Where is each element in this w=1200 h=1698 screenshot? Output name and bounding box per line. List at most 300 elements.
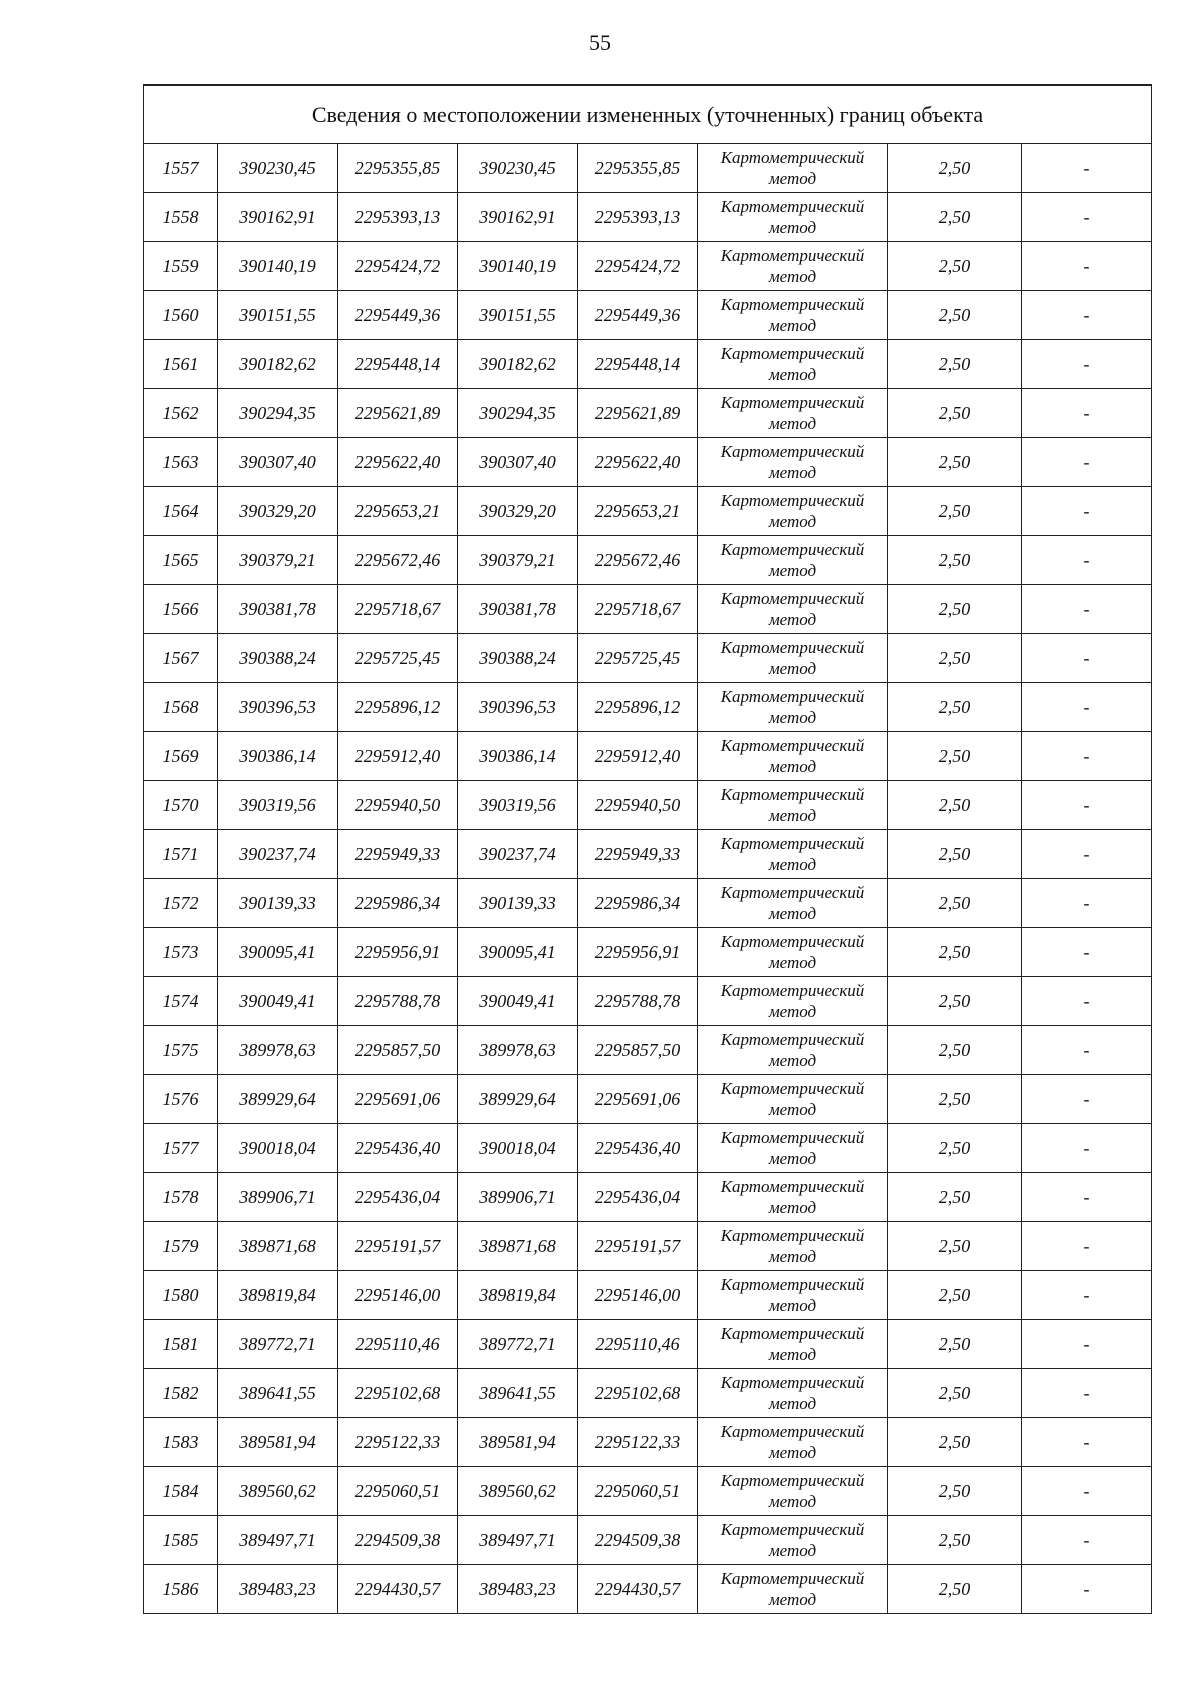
- method-line-2: метод: [768, 218, 817, 237]
- note-cell: -: [1022, 1565, 1152, 1614]
- point-number-cell: 1576: [144, 1075, 218, 1124]
- method-line-1: Картометрический: [720, 834, 865, 853]
- note-cell: -: [1022, 536, 1152, 585]
- note-cell: -: [1022, 732, 1152, 781]
- point-number-cell: 1561: [144, 340, 218, 389]
- method-cell: [698, 1173, 888, 1222]
- method-cell: [698, 1271, 888, 1320]
- accuracy-cell: 2,50: [888, 1320, 1022, 1369]
- point-number-cell: 1569: [144, 732, 218, 781]
- accuracy-cell: 2,50: [888, 977, 1022, 1026]
- method-line-2: метод: [768, 855, 817, 874]
- point-number-cell: 1573: [144, 928, 218, 977]
- method-cell: [698, 1565, 888, 1614]
- table-title: Сведения о местоположении измененных (уточненных) границ объекта: [144, 85, 1152, 144]
- y-new-cell: 2295718,67: [578, 585, 698, 634]
- accuracy-cell: 2,50: [888, 1075, 1022, 1124]
- note-cell: -: [1022, 1369, 1152, 1418]
- note-cell: -: [1022, 291, 1152, 340]
- y-old-cell: 2295896,12: [338, 683, 458, 732]
- x-new-cell: 390230,45: [458, 144, 578, 193]
- table-row: [144, 634, 1152, 683]
- boundary-coordinates-table: [143, 84, 1152, 1614]
- table-row: [144, 585, 1152, 634]
- x-old-cell: 390151,55: [218, 291, 338, 340]
- y-new-cell: 2295122,33: [578, 1418, 698, 1467]
- note-cell: -: [1022, 830, 1152, 879]
- y-new-cell: 2295949,33: [578, 830, 698, 879]
- y-new-cell: 2295448,14: [578, 340, 698, 389]
- x-new-cell: 390018,04: [458, 1124, 578, 1173]
- note-cell: -: [1022, 1124, 1152, 1173]
- accuracy-cell: 2,50: [888, 536, 1022, 585]
- point-number-cell: 1559: [144, 242, 218, 291]
- method-line-2: метод: [768, 169, 817, 188]
- note-cell: -: [1022, 928, 1152, 977]
- method-line-2: метод: [768, 1345, 817, 1364]
- x-new-cell: 389772,71: [458, 1320, 578, 1369]
- y-old-cell: 2295621,89: [338, 389, 458, 438]
- point-number-cell: 1572: [144, 879, 218, 928]
- accuracy-cell: 2,50: [888, 389, 1022, 438]
- accuracy-cell: 2,50: [888, 1418, 1022, 1467]
- note-cell: -: [1022, 977, 1152, 1026]
- method-line-1: Картометрический: [720, 1569, 865, 1588]
- point-number-cell: 1581: [144, 1320, 218, 1369]
- accuracy-cell: 2,50: [888, 732, 1022, 781]
- method-cell: [698, 144, 888, 193]
- point-number-cell: 1567: [144, 634, 218, 683]
- x-new-cell: 390396,53: [458, 683, 578, 732]
- method-line-2: метод: [768, 610, 817, 629]
- note-cell: -: [1022, 144, 1152, 193]
- method-line-1: Картометрический: [720, 1520, 865, 1539]
- y-old-cell: 2295956,91: [338, 928, 458, 977]
- y-old-cell: 2295355,85: [338, 144, 458, 193]
- method-cell: [698, 928, 888, 977]
- method-line-2: метод: [768, 1149, 817, 1168]
- method-line-1: Картометрический: [720, 1079, 865, 1098]
- x-new-cell: 390319,56: [458, 781, 578, 830]
- table-row: [144, 144, 1152, 193]
- y-new-cell: 2295956,91: [578, 928, 698, 977]
- y-new-cell: 2295436,40: [578, 1124, 698, 1173]
- table-row: [144, 879, 1152, 928]
- table-row: [144, 536, 1152, 585]
- note-cell: -: [1022, 1320, 1152, 1369]
- method-line-2: метод: [768, 1394, 817, 1413]
- x-new-cell: 389978,63: [458, 1026, 578, 1075]
- point-number-cell: 1578: [144, 1173, 218, 1222]
- point-number-cell: 1564: [144, 487, 218, 536]
- x-new-cell: 390386,14: [458, 732, 578, 781]
- x-new-cell: 390049,41: [458, 977, 578, 1026]
- x-old-cell: 390182,62: [218, 340, 338, 389]
- point-number-cell: 1579: [144, 1222, 218, 1271]
- note-cell: -: [1022, 683, 1152, 732]
- accuracy-cell: 2,50: [888, 1369, 1022, 1418]
- method-line-2: метод: [768, 757, 817, 776]
- method-line-2: метод: [768, 463, 817, 482]
- y-old-cell: 2295857,50: [338, 1026, 458, 1075]
- x-new-cell: 389560,62: [458, 1467, 578, 1516]
- method-line-1: Картометрический: [720, 393, 865, 412]
- method-line-1: Картометрический: [720, 540, 865, 559]
- note-cell: -: [1022, 389, 1152, 438]
- method-line-1: Картометрический: [720, 1128, 865, 1147]
- method-cell: [698, 389, 888, 438]
- accuracy-cell: 2,50: [888, 1026, 1022, 1075]
- table-row: [144, 340, 1152, 389]
- note-cell: -: [1022, 193, 1152, 242]
- x-new-cell: 389641,55: [458, 1369, 578, 1418]
- x-new-cell: 390294,35: [458, 389, 578, 438]
- method-cell: [698, 536, 888, 585]
- y-old-cell: 2295986,34: [338, 879, 458, 928]
- method-line-2: метод: [768, 365, 817, 384]
- accuracy-cell: 2,50: [888, 144, 1022, 193]
- y-old-cell: 2295436,04: [338, 1173, 458, 1222]
- method-line-1: Картометрический: [720, 883, 865, 902]
- table-row: [144, 1516, 1152, 1565]
- y-new-cell: 2295940,50: [578, 781, 698, 830]
- table-row: [144, 1026, 1152, 1075]
- y-new-cell: 2294430,57: [578, 1565, 698, 1614]
- method-cell: [698, 1026, 888, 1075]
- x-new-cell: 390182,62: [458, 340, 578, 389]
- accuracy-cell: 2,50: [888, 1222, 1022, 1271]
- accuracy-cell: 2,50: [888, 193, 1022, 242]
- note-cell: -: [1022, 1271, 1152, 1320]
- table-row: [144, 1271, 1152, 1320]
- y-new-cell: 2295896,12: [578, 683, 698, 732]
- y-new-cell: 2295060,51: [578, 1467, 698, 1516]
- table-row: [144, 1418, 1152, 1467]
- x-old-cell: 389641,55: [218, 1369, 338, 1418]
- table-row: [144, 977, 1152, 1026]
- method-line-1: Картометрический: [720, 344, 865, 363]
- x-old-cell: 390018,04: [218, 1124, 338, 1173]
- note-cell: -: [1022, 634, 1152, 683]
- x-old-cell: 389819,84: [218, 1271, 338, 1320]
- method-line-2: метод: [768, 1002, 817, 1021]
- method-line-2: метод: [768, 1492, 817, 1511]
- x-new-cell: 390162,91: [458, 193, 578, 242]
- accuracy-cell: 2,50: [888, 1173, 1022, 1222]
- method-line-1: Картометрический: [720, 1422, 865, 1441]
- y-new-cell: 2295102,68: [578, 1369, 698, 1418]
- method-line-1: Картометрический: [720, 1275, 865, 1294]
- method-line-1: Картометрический: [720, 491, 865, 510]
- y-new-cell: 2295788,78: [578, 977, 698, 1026]
- point-number-cell: 1568: [144, 683, 218, 732]
- method-line-1: Картометрический: [720, 1030, 865, 1049]
- note-cell: -: [1022, 438, 1152, 487]
- x-new-cell: 390237,74: [458, 830, 578, 879]
- table-body: [144, 85, 1152, 1614]
- y-new-cell: 2295355,85: [578, 144, 698, 193]
- method-cell: [698, 1124, 888, 1173]
- page-number: 55: [589, 30, 611, 55]
- method-line-2: метод: [768, 1541, 817, 1560]
- method-line-2: метод: [768, 1247, 817, 1266]
- accuracy-cell: 2,50: [888, 585, 1022, 634]
- x-old-cell: 390049,41: [218, 977, 338, 1026]
- y-old-cell: 2295725,45: [338, 634, 458, 683]
- table-row: [144, 389, 1152, 438]
- accuracy-cell: 2,50: [888, 1124, 1022, 1173]
- x-new-cell: 389906,71: [458, 1173, 578, 1222]
- method-cell: [698, 732, 888, 781]
- accuracy-cell: 2,50: [888, 683, 1022, 732]
- method-line-2: метод: [768, 512, 817, 531]
- table-row: [144, 1467, 1152, 1516]
- y-old-cell: 2295122,33: [338, 1418, 458, 1467]
- note-cell: -: [1022, 340, 1152, 389]
- method-cell: [698, 781, 888, 830]
- note-cell: -: [1022, 781, 1152, 830]
- y-new-cell: 2295146,00: [578, 1271, 698, 1320]
- point-number-cell: 1585: [144, 1516, 218, 1565]
- method-line-1: Картометрический: [720, 295, 865, 314]
- accuracy-cell: 2,50: [888, 928, 1022, 977]
- method-cell: [698, 879, 888, 928]
- note-cell: -: [1022, 879, 1152, 928]
- y-old-cell: 2294430,57: [338, 1565, 458, 1614]
- method-cell: [698, 977, 888, 1026]
- x-old-cell: 390162,91: [218, 193, 338, 242]
- y-new-cell: 2295191,57: [578, 1222, 698, 1271]
- x-old-cell: 390294,35: [218, 389, 338, 438]
- y-old-cell: 2295146,00: [338, 1271, 458, 1320]
- x-new-cell: 390379,21: [458, 536, 578, 585]
- accuracy-cell: 2,50: [888, 1467, 1022, 1516]
- x-old-cell: 390237,74: [218, 830, 338, 879]
- table-row: [144, 1173, 1152, 1222]
- method-line-2: метод: [768, 1443, 817, 1462]
- accuracy-cell: 2,50: [888, 438, 1022, 487]
- x-old-cell: 389929,64: [218, 1075, 338, 1124]
- point-number-cell: 1565: [144, 536, 218, 585]
- y-new-cell: 2295672,46: [578, 536, 698, 585]
- method-cell: [698, 830, 888, 879]
- x-new-cell: 389819,84: [458, 1271, 578, 1320]
- method-line-1: Картометрический: [720, 1471, 865, 1490]
- x-old-cell: 390307,40: [218, 438, 338, 487]
- y-new-cell: 2294509,38: [578, 1516, 698, 1565]
- note-cell: -: [1022, 1222, 1152, 1271]
- table-row: [144, 1565, 1152, 1614]
- accuracy-cell: 2,50: [888, 1516, 1022, 1565]
- point-number-cell: 1574: [144, 977, 218, 1026]
- table-row: [144, 928, 1152, 977]
- x-old-cell: 390140,19: [218, 242, 338, 291]
- method-cell: [698, 1418, 888, 1467]
- method-line-1: Картометрический: [720, 246, 865, 265]
- x-new-cell: 390151,55: [458, 291, 578, 340]
- accuracy-cell: 2,50: [888, 781, 1022, 830]
- x-new-cell: 389581,94: [458, 1418, 578, 1467]
- point-number-cell: 1566: [144, 585, 218, 634]
- method-line-1: Картометрический: [720, 1324, 865, 1343]
- table-row: [144, 438, 1152, 487]
- method-line-2: метод: [768, 659, 817, 678]
- x-old-cell: 390230,45: [218, 144, 338, 193]
- method-cell: [698, 634, 888, 683]
- method-line-2: метод: [768, 1198, 817, 1217]
- table-row: [144, 1075, 1152, 1124]
- note-cell: -: [1022, 487, 1152, 536]
- x-old-cell: 390388,24: [218, 634, 338, 683]
- point-number-cell: 1584: [144, 1467, 218, 1516]
- note-cell: -: [1022, 1026, 1152, 1075]
- y-new-cell: 2295912,40: [578, 732, 698, 781]
- method-line-1: Картометрический: [720, 589, 865, 608]
- x-new-cell: 390307,40: [458, 438, 578, 487]
- x-old-cell: 390329,20: [218, 487, 338, 536]
- y-old-cell: 2295672,46: [338, 536, 458, 585]
- method-cell: [698, 193, 888, 242]
- method-line-1: Картометрический: [720, 148, 865, 167]
- y-new-cell: 2295857,50: [578, 1026, 698, 1075]
- table-row: [144, 683, 1152, 732]
- point-number-cell: 1563: [144, 438, 218, 487]
- accuracy-cell: 2,50: [888, 879, 1022, 928]
- point-number-cell: 1557: [144, 144, 218, 193]
- table-row: [144, 1320, 1152, 1369]
- method-line-2: метод: [768, 1051, 817, 1070]
- y-old-cell: 2295191,57: [338, 1222, 458, 1271]
- accuracy-cell: 2,50: [888, 1271, 1022, 1320]
- x-new-cell: 389929,64: [458, 1075, 578, 1124]
- method-line-2: метод: [768, 953, 817, 972]
- x-old-cell: 390381,78: [218, 585, 338, 634]
- x-new-cell: 390329,20: [458, 487, 578, 536]
- note-cell: -: [1022, 1173, 1152, 1222]
- table-row: [144, 1124, 1152, 1173]
- table-row: [144, 242, 1152, 291]
- note-cell: -: [1022, 1467, 1152, 1516]
- x-old-cell: 390396,53: [218, 683, 338, 732]
- method-cell: [698, 340, 888, 389]
- table-row: [144, 291, 1152, 340]
- table-row: [144, 781, 1152, 830]
- method-line-2: метод: [768, 806, 817, 825]
- method-line-2: метод: [768, 267, 817, 286]
- x-old-cell: 390379,21: [218, 536, 338, 585]
- note-cell: -: [1022, 1516, 1152, 1565]
- y-old-cell: 2295102,68: [338, 1369, 458, 1418]
- point-number-cell: 1583: [144, 1418, 218, 1467]
- accuracy-cell: 2,50: [888, 634, 1022, 683]
- method-line-2: метод: [768, 414, 817, 433]
- x-old-cell: 389581,94: [218, 1418, 338, 1467]
- method-line-2: метод: [768, 316, 817, 335]
- y-new-cell: 2295725,45: [578, 634, 698, 683]
- method-cell: [698, 438, 888, 487]
- table-row: [144, 193, 1152, 242]
- x-old-cell: 390095,41: [218, 928, 338, 977]
- y-new-cell: 2295622,40: [578, 438, 698, 487]
- note-cell: -: [1022, 1075, 1152, 1124]
- method-line-1: Картометрический: [720, 1226, 865, 1245]
- note-cell: -: [1022, 585, 1152, 634]
- method-line-2: метод: [768, 904, 817, 923]
- x-new-cell: 390381,78: [458, 585, 578, 634]
- method-cell: [698, 487, 888, 536]
- accuracy-cell: 2,50: [888, 291, 1022, 340]
- y-old-cell: 2295449,36: [338, 291, 458, 340]
- y-new-cell: 2295691,06: [578, 1075, 698, 1124]
- method-cell: [698, 585, 888, 634]
- method-cell: [698, 1320, 888, 1369]
- table-row: [144, 1369, 1152, 1418]
- x-new-cell: 389871,68: [458, 1222, 578, 1271]
- accuracy-cell: 2,50: [888, 1565, 1022, 1614]
- x-old-cell: 389871,68: [218, 1222, 338, 1271]
- y-old-cell: 2295949,33: [338, 830, 458, 879]
- y-old-cell: 2295424,72: [338, 242, 458, 291]
- x-old-cell: 390319,56: [218, 781, 338, 830]
- method-line-1: Картометрический: [720, 442, 865, 461]
- method-cell: [698, 1369, 888, 1418]
- method-cell: [698, 1516, 888, 1565]
- x-old-cell: 389772,71: [218, 1320, 338, 1369]
- y-old-cell: 2295653,21: [338, 487, 458, 536]
- y-new-cell: 2295393,13: [578, 193, 698, 242]
- method-line-1: Картометрический: [720, 687, 865, 706]
- x-old-cell: 389978,63: [218, 1026, 338, 1075]
- x-new-cell: 390095,41: [458, 928, 578, 977]
- method-line-1: Картометрический: [720, 736, 865, 755]
- accuracy-cell: 2,50: [888, 242, 1022, 291]
- method-line-2: метод: [768, 1100, 817, 1119]
- y-old-cell: 2295393,13: [338, 193, 458, 242]
- y-old-cell: 2295940,50: [338, 781, 458, 830]
- x-old-cell: 389497,71: [218, 1516, 338, 1565]
- table-row: [144, 1222, 1152, 1271]
- method-line-2: метод: [768, 1296, 817, 1315]
- point-number-cell: 1582: [144, 1369, 218, 1418]
- method-cell: [698, 1075, 888, 1124]
- point-number-cell: 1575: [144, 1026, 218, 1075]
- x-old-cell: 389483,23: [218, 1565, 338, 1614]
- point-number-cell: 1586: [144, 1565, 218, 1614]
- point-number-cell: 1571: [144, 830, 218, 879]
- x-old-cell: 389906,71: [218, 1173, 338, 1222]
- table-row: [144, 487, 1152, 536]
- x-new-cell: 390139,33: [458, 879, 578, 928]
- point-number-cell: 1580: [144, 1271, 218, 1320]
- y-new-cell: 2295436,04: [578, 1173, 698, 1222]
- y-old-cell: 2295718,67: [338, 585, 458, 634]
- point-number-cell: 1577: [144, 1124, 218, 1173]
- point-number-cell: 1562: [144, 389, 218, 438]
- y-old-cell: 2295448,14: [338, 340, 458, 389]
- y-new-cell: 2295653,21: [578, 487, 698, 536]
- y-old-cell: 2295110,46: [338, 1320, 458, 1369]
- x-new-cell: 390388,24: [458, 634, 578, 683]
- method-cell: [698, 242, 888, 291]
- method-line-1: Картометрический: [720, 1373, 865, 1392]
- method-line-1: Картометрический: [720, 1177, 865, 1196]
- method-cell: [698, 1467, 888, 1516]
- point-number-cell: 1570: [144, 781, 218, 830]
- point-number-cell: 1560: [144, 291, 218, 340]
- table-row: [144, 830, 1152, 879]
- x-new-cell: 390140,19: [458, 242, 578, 291]
- y-new-cell: 2295621,89: [578, 389, 698, 438]
